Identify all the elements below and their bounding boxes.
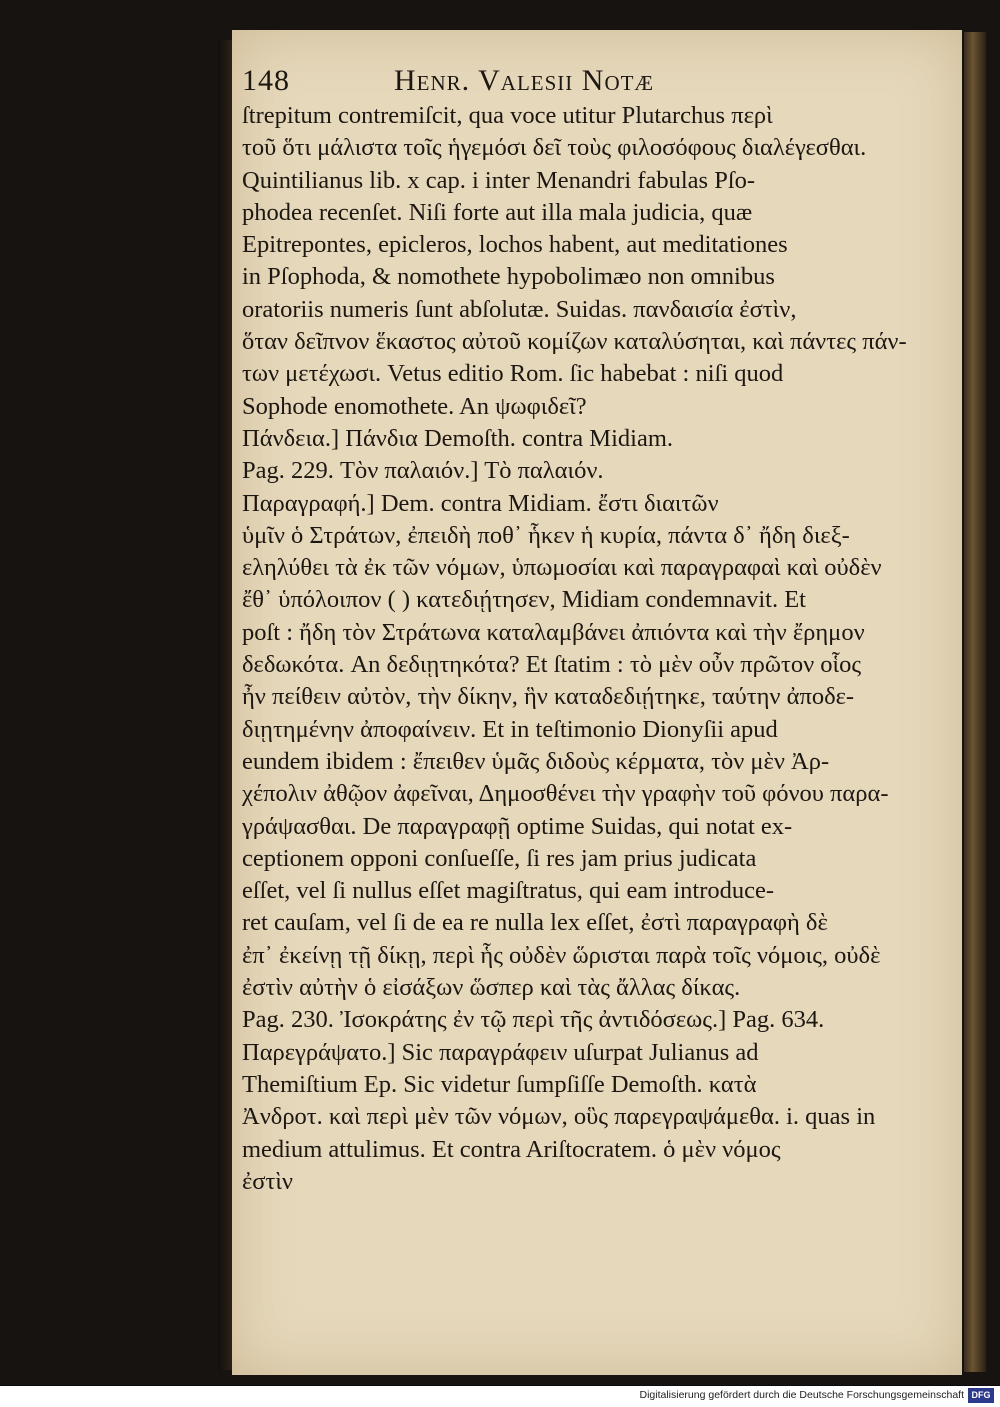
text-line: ret cauſam, vel ſi de ea re nulla lex eſſet, ἐστὶ παραγραφὴ δὲ (242, 909, 828, 937)
body-text (242, 100, 954, 1198)
text-line: in Pſophoda, & nomothete hypobolimæo non omnibus (242, 263, 775, 291)
footer-credit: Digitalisierung gefördert durch die Deutsche Forschungsgemeinschaft (639, 1389, 964, 1401)
text-line: ceptionem opponi conſueſſe, ſi res jam prius judicata (242, 844, 757, 872)
text-line: phodea recenſet. Niſi forte aut illa mala judicia, quæ (242, 198, 753, 226)
text-line: Themiſtium Ep. Sic videtur ſumpſiſſe Demoſth. κατὰ (242, 1070, 757, 1098)
text-line: poſt : ἤδη τὸν Στράτωνα καταλαμβάνει ἀπιόντα καὶ τὴν ἔρημον (242, 618, 865, 646)
text-line: oratoriis numeris ſunt abſolutæ. Suidas. πανδαισία ἐστὶν, (242, 295, 797, 323)
page-number: 148 (242, 64, 290, 97)
text-line: ἔθ᾽ ὑπόλοιπον ( ) κατεδιῄτησεν, Midiam condemnavit. Et (242, 586, 806, 614)
text-line: Πάνδεια.] Πάνδια Demoſth. contra Midiam. (242, 424, 674, 452)
text-line: Ἀνδροτ. καὶ περὶ μὲν τῶν νόμων, οὓς παρεγραψάμεθα. i. quas in (242, 1103, 876, 1131)
text-line: χέπολιν ἀθῷον ἀφεῖναι, Δημοσθένει τὴν γραφὴν τοῦ φόνου παρα- (242, 780, 889, 808)
footer-bar (0, 1386, 1000, 1407)
text-line: Παρεγράψατο.] Sic παραγράφειν uſurpat Julianus ad (242, 1038, 759, 1066)
text-line: ἐστὶν αὐτὴν ὁ εἰσάξων ὥσπερ καὶ τὰς ἄλλας δίκας. (242, 974, 741, 1002)
text-line: Sophode enomothete. An ψωφιδεῖ? (242, 392, 587, 420)
text-line: γράψασθαι. De παραγραφῇ optime Suidas, qui notat ex- (242, 812, 793, 840)
text-line: medium attulimus. Et contra Ariſtocratem. ὁ μὲν νόμος (242, 1135, 781, 1163)
text-line: Quintilianus lib. x cap. i inter Menandri fabulas Pſo- (242, 166, 756, 194)
running-head (242, 64, 954, 100)
book-gutter (964, 32, 986, 1372)
text-line: ἦν πείθειν αὐτὸν, τὴν δίκην, ἣν καταδεδιῄτηκε, ταύτην ἀποδε- (242, 683, 855, 711)
text-line: Pag. 229. Τὸν παλαιόν.] Τὸ παλαιόν. (242, 457, 604, 485)
text-line: ſtrepitum contremiſcit, qua voce utitur Plutarchus περὶ (242, 102, 773, 129)
text-line: δεδωκότα. An δεδιῃτηκότα? Et ſtatim : τὸ μὲν οὖν πρῶτον οἷος (242, 651, 862, 679)
text-line: διῃτημένην ἀποφαίνειν. Et in teſtimonio Dionyſii apud (242, 715, 778, 743)
book-page (232, 30, 962, 1375)
text-line: των μετέχωσι. Vetus editio Rom. ſic habebat : niſi quod (242, 360, 784, 388)
text-line: ἐπ᾽ ἐκείνῃ τῇ δίκῃ, περὶ ἧς οὐδὲν ὥρισται παρὰ τοῖς νόμοις, οὐδὲ (242, 941, 881, 969)
text-line: εληλύθει τὰ ἐκ τῶν νόμων, ὑπωμοσίαι καὶ παραγραφαὶ καὶ οὐδὲν (242, 554, 882, 582)
text-line: eundem ibidem : ἔπειθεν ὑμᾶς διδοὺς κέρματα, τὸν μὲν Ἀρ- (242, 747, 830, 775)
text-line: Pag. 230. Ἰσοκράτης ἐν τῷ περὶ τῆς ἀντιδόσεως.] Pag. 634. (242, 1006, 825, 1034)
page-text-block (242, 64, 954, 1198)
page-edge-shadow (218, 40, 232, 1370)
text-line: τοῦ ὅτι μάλιστα τοῖς ἡγεμόσι δεῖ τοὺς φιλοσόφους διαλέγεσθαι. (242, 134, 867, 162)
text-line: eſſet, vel ſi nullus eſſet magiſtratus, qui eam introduce- (242, 877, 775, 905)
running-title: Henr. Valesii Notæ (394, 64, 655, 97)
text-line: ὅταν δεῖπνον ἕκαστος αὐτοῦ κομίζων καταλύσηται, καὶ πάντες πάν- (242, 328, 907, 356)
text-line: ἐστὶν (242, 1167, 294, 1195)
text-line: Epitrepontes, epicleros, lochos habent, aut meditationes (242, 231, 788, 259)
text-line: Παραγραφή.] Dem. contra Midiam. ἔστι διαιτῶν (242, 489, 719, 517)
text-line: ὑμῖν ὁ Στράτων, ἐπειδὴ ποθ᾽ ἧκεν ἡ κυρία, πάντα δ᾽ ἤδη διεξ- (242, 521, 850, 549)
dfg-logo: DFG (968, 1388, 994, 1403)
